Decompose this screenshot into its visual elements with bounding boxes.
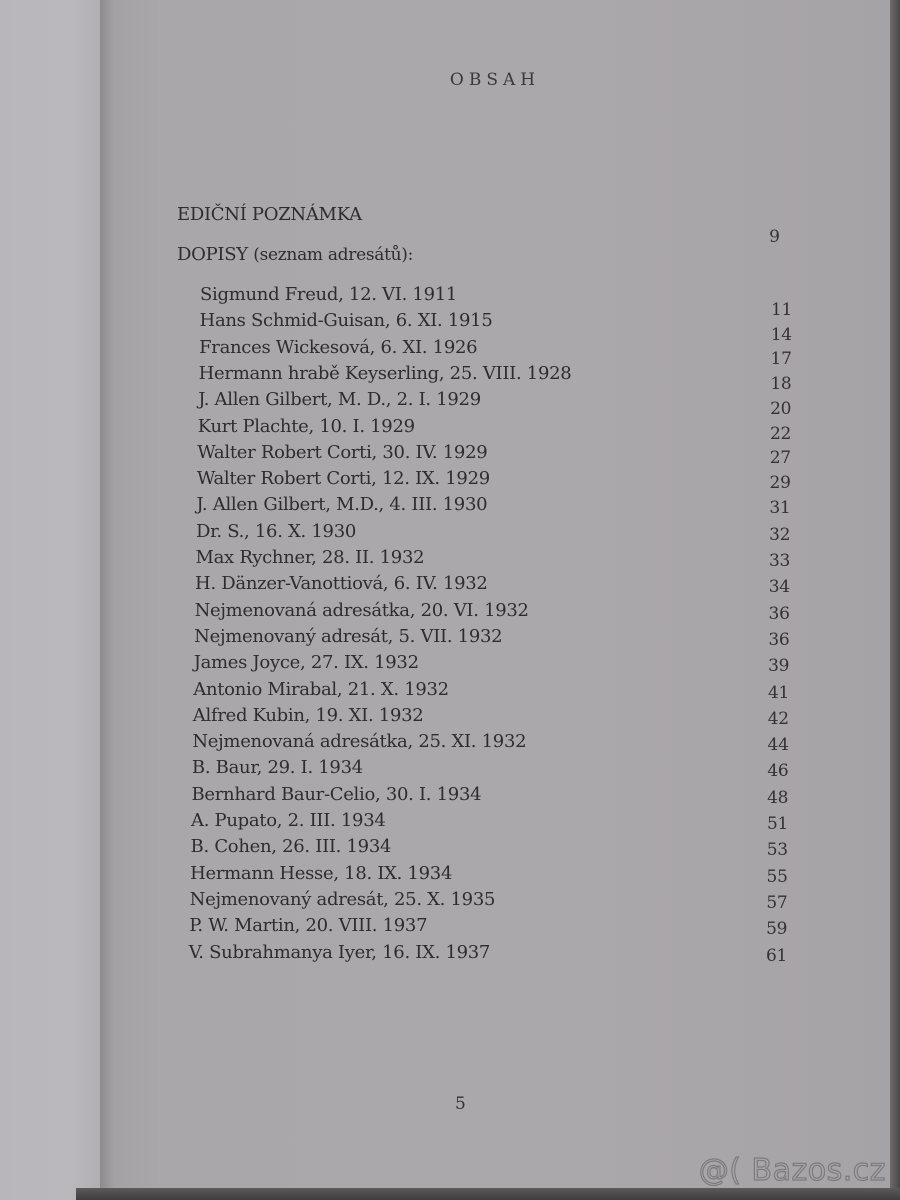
toc-title: OBSAH	[449, 70, 541, 90]
toc-entry-title: Max Rychner, 28. II. 1932	[195, 547, 425, 568]
toc-entry-title: H. Dänzer-Vanottiová, 6. IV. 1932	[195, 573, 488, 595]
toc-entry-title: Nejmenovaná adresátka, 25. XI. 1932	[192, 731, 527, 753]
toc-entry	[0, 731, 900, 757]
toc-entry	[0, 810, 900, 836]
toc-entry-page: 27	[769, 448, 791, 469]
toc-entry	[0, 310, 900, 345]
toc-entry-page: 29	[769, 472, 791, 493]
toc-entry-page: 59	[766, 919, 788, 940]
toc-entry	[0, 362, 900, 395]
toc-entry-title: Alfred Kubin, 19. XI. 1932	[192, 704, 424, 726]
toc-entry-page: 36	[768, 629, 790, 650]
toc-entry-title: B. Cohen, 26. III. 1934	[190, 836, 392, 858]
section-label: EDIČNÍ POZNÁMKA	[177, 204, 362, 225]
toc-entry-page: 42	[767, 708, 789, 729]
toc-entry-page: 55	[766, 866, 788, 887]
toc-entry-page: 44	[767, 735, 789, 756]
toc-entry	[0, 652, 900, 678]
watermark: @( Bazos.cz	[698, 1153, 886, 1188]
toc-entry-page: 31	[769, 498, 791, 519]
toc-entry-title: Hans Schmid-Guisan, 6. XI. 1915	[199, 310, 493, 332]
toc-entry	[0, 784, 900, 810]
toc-entry	[0, 547, 900, 573]
toc-entry-page: 46	[767, 761, 789, 782]
toc-entry-page: 17	[770, 349, 792, 370]
toc-entry	[0, 336, 900, 370]
toc-entry-page: 14	[770, 324, 792, 345]
toc-entry	[0, 836, 900, 862]
toc-entry	[0, 889, 900, 915]
toc-entry-page: 53	[766, 840, 788, 861]
toc-entry-page: 11	[770, 300, 792, 320]
toc-entry	[0, 942, 900, 968]
toc-entry-page: 36	[768, 603, 790, 624]
toc-entry-title: Dr. S., 16. X. 1930	[195, 520, 357, 542]
toc-entry-page: 18	[770, 374, 792, 395]
toc-entry-title: A. Pupato, 2. III. 1934	[191, 810, 386, 831]
toc-entry	[0, 679, 900, 705]
toc-entry-title: Frances Wickesová, 6. XI. 1926	[199, 336, 478, 358]
toc-entry	[0, 442, 900, 468]
section-label-suffix: (seznam adresátů):	[253, 245, 414, 265]
toc-entry	[0, 494, 900, 520]
toc-entry	[0, 284, 900, 320]
toc-entry-page: 20	[770, 398, 792, 419]
toc-entry	[0, 389, 900, 419]
toc-entry-page: 48	[767, 787, 789, 808]
toc-entry	[0, 416, 900, 442]
toc-entry	[0, 863, 900, 889]
toc-entry-page: 39	[768, 656, 790, 677]
toc-entry-title: James Joyce, 27. IX. 1932	[193, 652, 419, 674]
toc-entry-page: 32	[769, 524, 791, 545]
toc-entry-title: Hermann Hesse, 18. IX. 1934	[190, 862, 453, 884]
toc-entry-title: V. Subrahmanya Iyer, 16. IX. 1937	[188, 941, 491, 963]
toc-entry-title: Sigmund Freud, 12. VI. 1911	[200, 284, 458, 305]
toc-entry-title: Nejmenovaný adresát, 5. VII. 1932	[194, 625, 503, 647]
toc-entry-page: 33	[768, 551, 790, 571]
toc-entry-title: Walter Robert Corti, 30. IV. 1929	[197, 441, 488, 463]
toc-entry-page: 41	[767, 682, 789, 703]
toc-entry-title: Nejmenovaný adresát, 25. X. 1935	[189, 888, 496, 910]
toc-entry-title: Nejmenovaná adresátka, 20. VI. 1932	[194, 599, 529, 621]
page-number: 5	[455, 1094, 466, 1114]
toc-entry-title: J. Allen Gilbert, M.D., 4. III. 1930	[196, 494, 488, 516]
toc-entry-title: Kurt Plachte, 10. I. 1929	[197, 415, 415, 437]
toc-entry	[0, 468, 900, 494]
toc-entry	[0, 757, 900, 783]
toc-entry-title: J. Allen Gilbert, M. D., 2. I. 1929	[198, 389, 481, 411]
toc-entry-title: Antonio Mirabal, 21. X. 1932	[193, 678, 449, 700]
toc-entry-page: 61	[765, 945, 787, 966]
toc-entry-page: 57	[766, 892, 788, 913]
toc-entry-title: Hermann hrabě Keyserling, 25. VIII. 1928	[198, 362, 572, 384]
toc-entry	[0, 600, 900, 626]
toc-entry-page: 51	[766, 814, 788, 834]
toc-section-page-number: 9	[769, 227, 780, 247]
toc-entry	[0, 915, 900, 941]
toc-entry-page: 34	[768, 577, 790, 598]
toc-entry	[0, 573, 900, 599]
toc-entry	[0, 521, 900, 547]
toc-entry	[0, 626, 900, 652]
toc-entry-title: B. Baur, 29. I. 1934	[191, 757, 363, 779]
toc-entry-title: Walter Robert Corti, 12. IX. 1929	[196, 468, 490, 490]
toc-entry	[0, 705, 900, 731]
toc-entry-title: Bernhard Baur-Celio, 30. I. 1934	[191, 783, 482, 805]
section-label: DOPISY	[177, 244, 248, 265]
toc-entry-title: P. W. Martin, 20. VIII. 1937	[189, 915, 428, 937]
toc-entry-page: 22	[769, 423, 791, 444]
